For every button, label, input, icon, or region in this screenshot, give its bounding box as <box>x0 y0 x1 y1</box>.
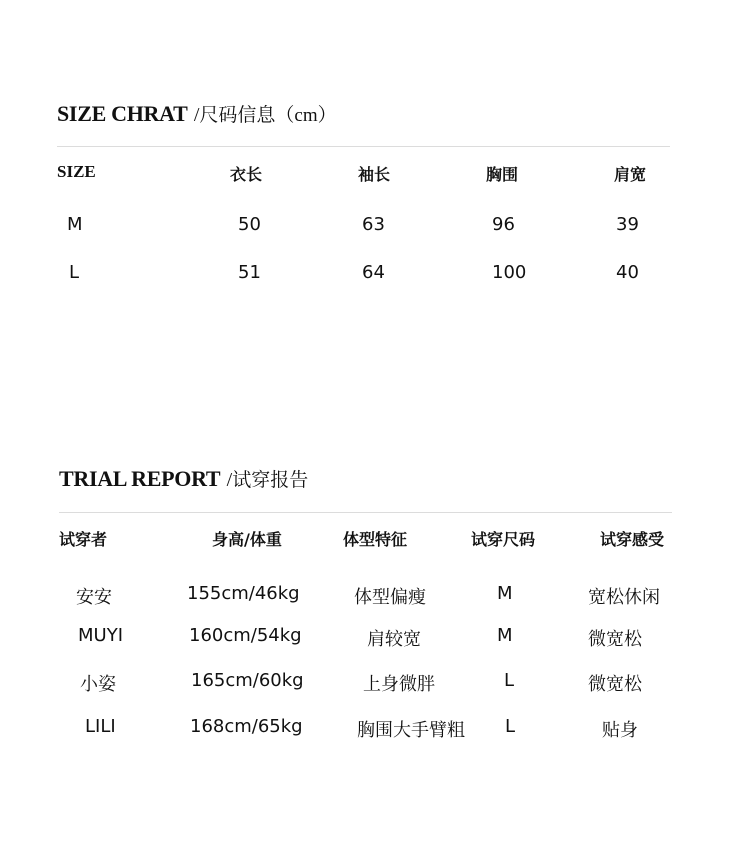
trial-row-1-size: M <box>497 583 513 604</box>
trial-row-3-feel: 微宽松 <box>588 674 642 695</box>
size-chart-title-unit: （cm） <box>275 105 337 126</box>
size-header-size: SIZE <box>57 162 96 181</box>
trial-row-2-height-weight: 160cm/54kg <box>189 625 302 646</box>
trial-row-3-body-type: 上身微胖 <box>363 674 435 695</box>
trial-row-1-tester: 安安 <box>76 587 112 608</box>
trial-row-3-size: L <box>504 670 515 691</box>
size-header-chest: 胸围 <box>486 165 519 184</box>
trial-report-divider <box>59 512 672 513</box>
size-row-l-size: L <box>69 262 80 283</box>
trial-row-1-height-weight: 155cm/46kg <box>187 583 300 604</box>
size-row-m-chest: 96 <box>492 214 515 235</box>
trial-row-4-feel: 贴身 <box>602 720 638 741</box>
trial-report-title-en: TRIAL REPORT <box>59 466 221 491</box>
size-row-l-chest: 100 <box>492 262 527 283</box>
size-row-m-sleeve: 63 <box>362 214 385 235</box>
size-row-l-length: 51 <box>238 262 261 283</box>
trial-row-4-body-type: 胸围大手臂粗 <box>357 720 465 741</box>
size-header-sleeve: 袖长 <box>358 165 391 184</box>
trial-header-size: 试穿尺码 <box>471 530 536 549</box>
trial-row-2-size: M <box>497 625 513 646</box>
trial-row-1-feel: 宽松休闲 <box>588 587 660 608</box>
trial-report-title <box>59 465 308 492</box>
size-row-m-shoulder: 39 <box>616 214 639 235</box>
trial-row-1-body-type: 体型偏瘦 <box>354 587 426 608</box>
trial-header-body-type: 体型特征 <box>343 530 408 549</box>
size-chart-title-sep: / <box>193 104 200 126</box>
size-row-l-sleeve: 64 <box>362 262 385 283</box>
trial-row-4-height-weight: 168cm/65kg <box>190 716 303 737</box>
size-chart-divider <box>57 146 670 147</box>
trial-header-tester: 试穿者 <box>59 530 108 549</box>
trial-row-2-tester: MUYI <box>78 625 124 646</box>
trial-row-3-tester: 小姿 <box>80 674 116 695</box>
size-row-l-shoulder: 40 <box>616 262 639 283</box>
trial-row-2-feel: 微宽松 <box>588 629 642 650</box>
size-header-length: 衣长 <box>230 165 263 184</box>
size-chart-title <box>57 100 337 127</box>
trial-row-4-size: L <box>505 716 516 737</box>
size-chart-title-cn: 尺码信息 <box>199 104 276 126</box>
trial-report-title-sep: / <box>226 469 233 491</box>
trial-report-title-cn: 试穿报告 <box>232 469 309 491</box>
size-row-m-length: 50 <box>238 214 261 235</box>
trial-row-2-body-type: 肩较宽 <box>367 629 421 650</box>
trial-row-3-height-weight: 165cm/60kg <box>191 670 304 691</box>
trial-header-feel: 试穿感受 <box>600 530 665 549</box>
size-row-m-size: M <box>67 214 83 235</box>
size-header-shoulder: 肩宽 <box>614 165 647 184</box>
size-chart-title-en: SIZE CHRAT <box>57 101 188 126</box>
trial-row-4-tester: LILI <box>85 716 116 737</box>
trial-header-height-weight: 身高/体重 <box>212 530 282 549</box>
